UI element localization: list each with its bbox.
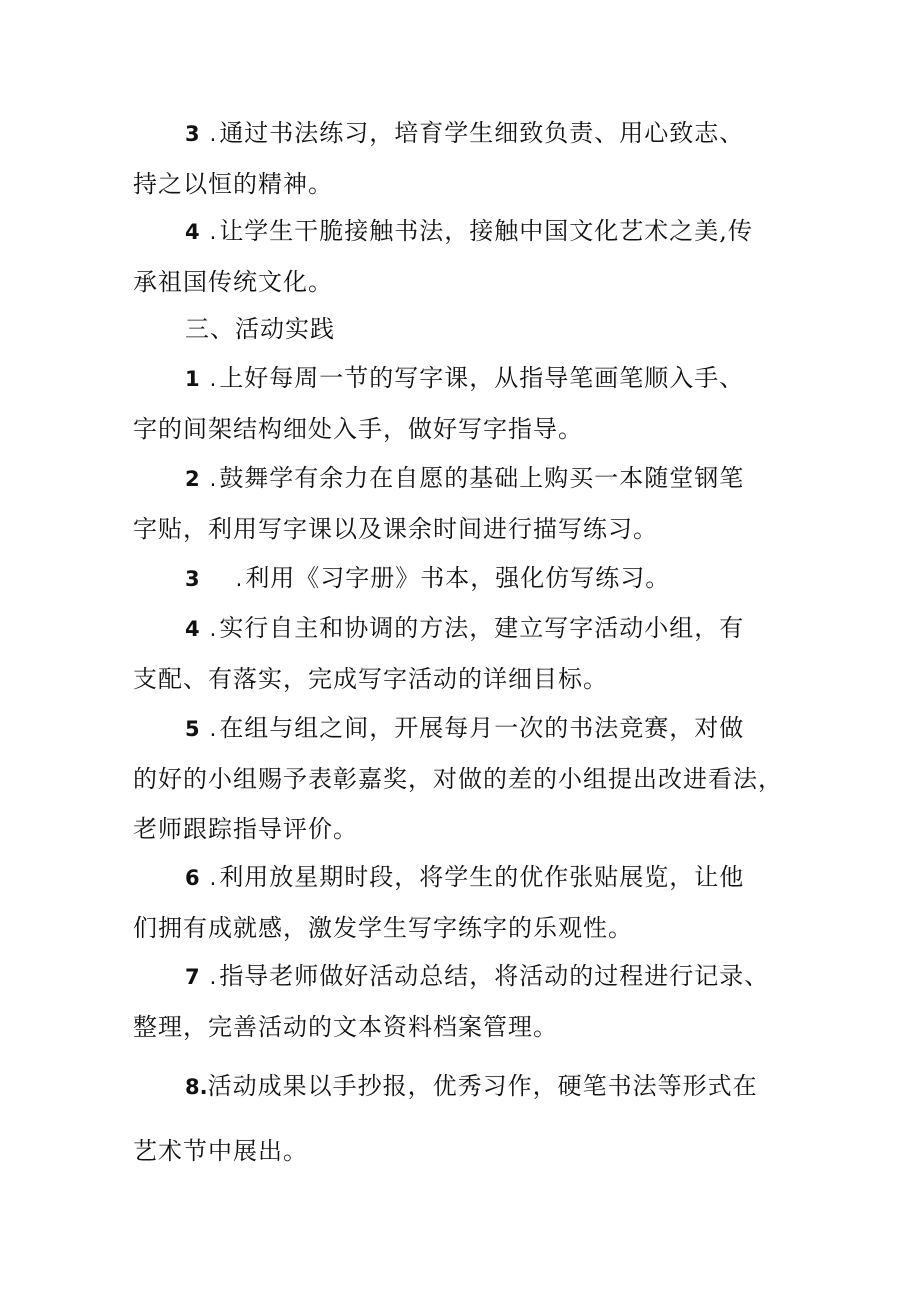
practice-item-2 — [133, 453, 813, 554]
practice-item-3-line-1: 3 .利用《习字册》书本，强化仿写练习。 — [185, 564, 671, 592]
practice-item-7-line-2: 整理，完善活动的文本资料档案管理。 — [133, 1013, 558, 1041]
practice-item-6 — [133, 852, 813, 953]
practice-item-5-line-1: 5 .在组与组之间，开展每月一次的书法竞赛，对做 — [185, 714, 745, 742]
practice-item-3 — [133, 553, 813, 604]
practice-item-6-line-2: 们拥有成就感，激发学生写字练字的乐观性。 — [133, 914, 633, 942]
practice-item-4-line-1: 4 .实行自主和协调的方法，建立写字活动小组，有 — [185, 614, 745, 642]
practice-item-2-line-1: 2 .鼓舞学有余力在自愿的基础上购买一本随堂钢笔 — [185, 464, 745, 492]
goal-item-3-line-1: 3 .通过书法练习，培育学生细致负责、用心致志、 — [185, 119, 745, 147]
goal-item-4-line-2: 承祖国传统文化。 — [133, 268, 333, 296]
section-heading: 三、活动实践 — [185, 315, 335, 343]
practice-item-5-line-3: 老师跟踪指导评价。 — [133, 815, 358, 843]
item-number: 2 — [185, 467, 200, 491]
item-number: 8. — [185, 1075, 208, 1099]
practice-item-6-line-1: 6 .利用放星期时段，将学生的优作张贴展览，让他 — [185, 863, 745, 891]
practice-item-5-line-2: 的好的小组赐予表彰嘉奖，对做的差的小组提出改进看法， — [133, 765, 783, 793]
item-number: 5 — [185, 717, 200, 741]
goal-item-3 — [133, 108, 813, 209]
item-number: 4 — [185, 617, 200, 641]
goal-item-4-line-1: 4 .让学生干脆接触书法，接触中国文化艺术之美,传 — [185, 217, 753, 245]
item-number: 1 — [185, 367, 200, 391]
practice-item-2-line-2: 字贴，利用写字课以及课余时间进行描写练习。 — [133, 515, 658, 543]
practice-item-1-line-1: 1 .上好每周一节的写字课，从指导笔画笔顺入手、 — [185, 364, 745, 392]
practice-item-5 — [133, 703, 813, 854]
item-number: 4 — [185, 220, 200, 244]
practice-item-7-line-1: 7 .指导老师做好活动总结，将活动的过程进行记录、 — [185, 962, 770, 990]
practice-item-1-line-2: 字的间架结构细处入手，做好写字指导。 — [133, 415, 583, 443]
practice-item-1 — [133, 353, 813, 454]
goal-item-3-line-2: 持之以恒的精神。 — [133, 170, 333, 198]
practice-item-8 — [133, 1054, 813, 1183]
goal-item-4 — [133, 206, 813, 307]
practice-item-4-line-2: 支配、有落实，完成写字活动的详细目标。 — [133, 665, 608, 693]
item-number: 3 — [185, 567, 200, 591]
practice-item-7 — [133, 951, 813, 1052]
item-number: 6 — [185, 866, 200, 890]
practice-item-8-line-1: 8.活动成果以手抄报，优秀习作，硬笔书法等形式在 — [185, 1072, 758, 1100]
practice-item-4 — [133, 603, 813, 704]
item-number: 7 — [185, 965, 200, 989]
practice-item-8-line-2: 艺术节中展出。 — [133, 1137, 308, 1165]
item-number: 3 — [185, 122, 200, 146]
